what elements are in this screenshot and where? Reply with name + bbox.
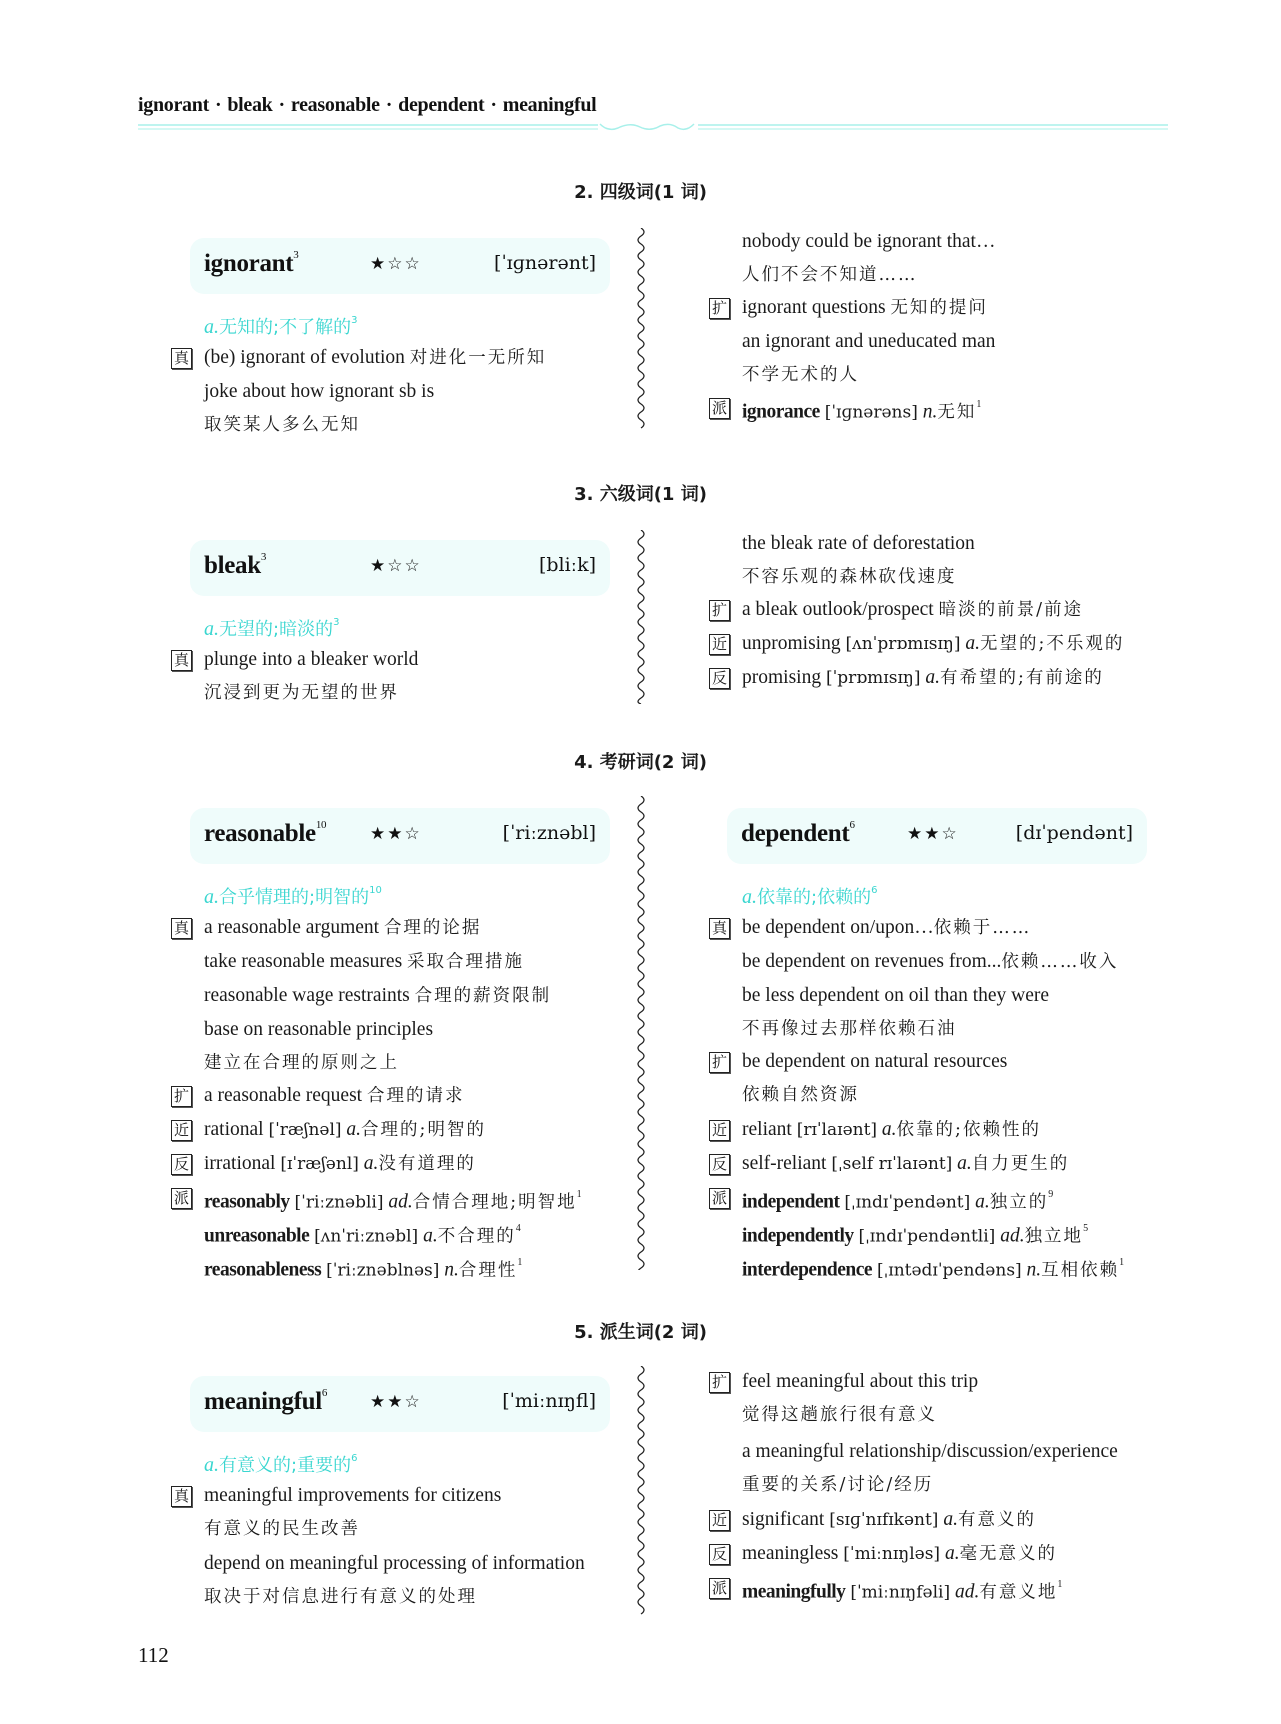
phonetic: [ˈriːznəbl] xyxy=(502,822,596,844)
example-translation: 不学无术的人 xyxy=(742,365,859,385)
separator: · xyxy=(278,94,285,116)
example-line: meaningful improvements for citizens xyxy=(204,1485,502,1506)
tag-fan: 反 xyxy=(709,1154,730,1175)
section-title: 2. 四级词(1 词) xyxy=(574,182,707,203)
example-line: an ignorant and uneducated man xyxy=(742,331,996,352)
column-divider xyxy=(635,530,647,704)
headword: ignorant$^3$ xyxy=(204,248,299,277)
derivative-line: meaningfully [ˈmiːnɪŋfəli] ad.有意义地$^1$ xyxy=(742,1579,1063,1603)
example-line: reasonable wage restraints 合理的薪资限制 xyxy=(204,985,552,1006)
synonym-line: unpromising [ʌnˈprɒmɪsɪŋ] a.无望的;不乐观的 xyxy=(742,633,1125,654)
example-line: base on reasonable principles xyxy=(204,1019,434,1040)
example-line: be dependent on revenues from...依赖……收入 xyxy=(742,951,1119,972)
running-head-word: dependent xyxy=(398,94,485,116)
section-title: 3. 六级词(1 词) xyxy=(574,484,707,505)
derivative-line: independently [ˌɪndɪˈpendəntli] ad.独立地$^5$ xyxy=(742,1223,1089,1247)
tag-kuo: 扩 xyxy=(709,600,730,621)
word-box-dependent xyxy=(727,808,1147,864)
antonym-line: meaningless [ˈmiːnɪŋləs] a.毫无意义的 xyxy=(742,1543,1058,1564)
derivative-line: ignorance [ˈɪɡnərəns] n.无知$^1$ xyxy=(742,399,982,423)
antonym-line: promising [ˈprɒmɪsɪŋ] a.有希望的;有前途的 xyxy=(742,667,1104,688)
running-head-word: reasonable xyxy=(290,94,380,116)
tag-jin: 近 xyxy=(709,634,730,655)
header-ornament-rule xyxy=(138,122,1168,132)
example-line: depend on meaningful processing of information xyxy=(204,1553,585,1574)
tag-fan: 反 xyxy=(709,1544,730,1565)
word-box-bleak xyxy=(190,540,610,596)
tag-pai: 派 xyxy=(709,1188,730,1209)
column-divider xyxy=(635,1366,647,1616)
star-rating-icon: ★★☆ xyxy=(370,824,422,844)
headword: bleak$^3$ xyxy=(204,550,267,579)
headword: reasonable$^{10}$ xyxy=(204,818,327,847)
derivative-line: unreasonable [ʌnˈriːznəbl] a.不合理的$^4$ xyxy=(204,1223,521,1247)
example-translation: 人们不会不知道…… xyxy=(742,265,918,285)
tag-fan: 反 xyxy=(709,668,730,689)
definition: a.有意义的;重要的$^6$ xyxy=(204,1453,358,1476)
definition: a.依靠的;依赖的$^6$ xyxy=(742,885,878,908)
phonetic: [dɪˈpendənt] xyxy=(1015,822,1133,844)
tag-pai: 派 xyxy=(171,1188,192,1209)
synonym-line: rational [ˈræʃnəl] a.合理的;明智的 xyxy=(204,1119,486,1140)
tag-kuo: 扩 xyxy=(709,1052,730,1073)
tag-zhen: 真 xyxy=(709,918,730,939)
section-title: 4. 考研词(2 词) xyxy=(574,752,707,773)
antonym-line: self-reliant [ˌself rɪˈlaɪənt] a.自力更生的 xyxy=(742,1153,1070,1174)
tag-kuo: 扩 xyxy=(709,298,730,319)
definition: a.合乎情理的;明智的$^{10}$ xyxy=(204,885,382,908)
synonym-line: reliant [rɪˈlaɪənt] a.依靠的;依赖性的 xyxy=(742,1119,1041,1140)
star-rating-icon: ★☆☆ xyxy=(370,556,422,576)
tag-jin: 近 xyxy=(709,1120,730,1141)
example-translation: 重要的关系/讨论/经历 xyxy=(742,1475,934,1495)
example-translation: 觉得这趟旅行很有意义 xyxy=(742,1405,937,1425)
example-line: (be) ignorant of evolution 对进化一无所知 xyxy=(204,347,547,368)
example-translation: 沉浸到更为无望的世界 xyxy=(204,683,399,703)
antonym-line: irrational [ɪˈræʃənl] a.没有道理的 xyxy=(204,1153,476,1174)
running-head-word: bleak xyxy=(227,94,273,116)
example-line: be less dependent on oil than they were xyxy=(742,985,1050,1006)
example-translation: 有意义的民生改善 xyxy=(204,1519,360,1539)
derivative-line: interdependence [ˌɪntədɪˈpendəns] n.互相依赖$^1$ xyxy=(742,1257,1125,1281)
separator: · xyxy=(490,94,497,116)
column-divider xyxy=(635,228,647,432)
running-head-word: meaningful xyxy=(502,94,597,116)
phonetic: [bliːk] xyxy=(538,554,596,576)
example-line: feel meaningful about this trip xyxy=(742,1371,979,1392)
example-translation: 取笑某人多么无知 xyxy=(204,415,360,435)
phonetic: [ˈɪɡnərənt] xyxy=(494,252,596,274)
example-translation: 不再像过去那样依赖石油 xyxy=(742,1019,957,1039)
section-title: 5. 派生词(2 词) xyxy=(574,1322,707,1343)
example-line: ignorant questions 无知的提问 xyxy=(742,297,988,318)
example-line: a bleak outlook/prospect 暗淡的前景/前途 xyxy=(742,599,1083,620)
synonym-line: significant [sɪɡˈnɪfɪkənt] a.有意义的 xyxy=(742,1509,1036,1530)
page-number: 112 xyxy=(138,1643,169,1667)
word-box-ignorant xyxy=(190,238,610,294)
running-head xyxy=(138,94,596,117)
running-head-word: ignorant xyxy=(138,94,209,116)
example-line: nobody could be ignorant that… xyxy=(742,231,996,252)
example-line: the bleak rate of deforestation xyxy=(742,533,975,554)
headword: meaningful$^6$ xyxy=(204,1386,328,1415)
tag-fan: 反 xyxy=(171,1154,192,1175)
tag-zhen: 真 xyxy=(171,1486,192,1507)
separator: · xyxy=(214,94,222,116)
word-box-meaningful xyxy=(190,1376,610,1432)
example-translation: 依赖自然资源 xyxy=(742,1085,859,1105)
derivative-line: independent [ˌɪndɪˈpendənt] a.独立的$^9$ xyxy=(742,1189,1054,1213)
example-line: joke about how ignorant sb is xyxy=(204,381,435,402)
example-line: be dependent on natural resources xyxy=(742,1051,1008,1072)
phonetic: [ˈmiːnɪŋfl] xyxy=(502,1390,596,1412)
tag-jin: 近 xyxy=(709,1510,730,1531)
column-divider xyxy=(635,796,647,1270)
example-translation: 取决于对信息进行有意义的处理 xyxy=(204,1587,477,1607)
word-box-reasonable xyxy=(190,808,610,864)
example-line: plunge into a bleaker world xyxy=(204,649,419,670)
example-translation: 建立在合理的原则之上 xyxy=(204,1053,399,1073)
example-translation: 不容乐观的森林砍伐速度 xyxy=(742,567,957,587)
star-rating-icon: ★☆☆ xyxy=(370,254,422,274)
tag-kuo: 扩 xyxy=(171,1086,192,1107)
derivative-line: reasonably [ˈriːznəbli] ad.合情合理地;明智地$^1$ xyxy=(204,1189,582,1213)
separator: · xyxy=(385,94,393,116)
tag-zhen: 真 xyxy=(171,918,192,939)
tag-zhen: 真 xyxy=(171,650,192,671)
tag-pai: 派 xyxy=(709,398,730,419)
example-line: a reasonable argument 合理的论据 xyxy=(204,917,482,938)
star-rating-icon: ★★☆ xyxy=(907,824,959,844)
tag-kuo: 扩 xyxy=(709,1372,730,1393)
example-line: a meaningful relationship/discussion/experience xyxy=(742,1441,1118,1462)
example-line: a reasonable request 合理的请求 xyxy=(204,1085,465,1106)
tag-jin: 近 xyxy=(171,1120,192,1141)
definition: a.无望的;暗淡的$^3$ xyxy=(204,617,340,640)
headword: dependent$^6$ xyxy=(741,818,855,847)
tag-pai: 派 xyxy=(709,1578,730,1599)
example-line: be dependent on/upon…依赖于…… xyxy=(742,917,1032,938)
example-line: take reasonable measures 采取合理措施 xyxy=(204,951,525,972)
derivative-line: reasonableness [ˈriːznəblnəs] n.合理性$^1$ xyxy=(204,1257,523,1281)
tag-zhen: 真 xyxy=(171,348,192,369)
star-rating-icon: ★★☆ xyxy=(370,1392,422,1412)
definition: a.无知的;不了解的$^3$ xyxy=(204,315,358,338)
